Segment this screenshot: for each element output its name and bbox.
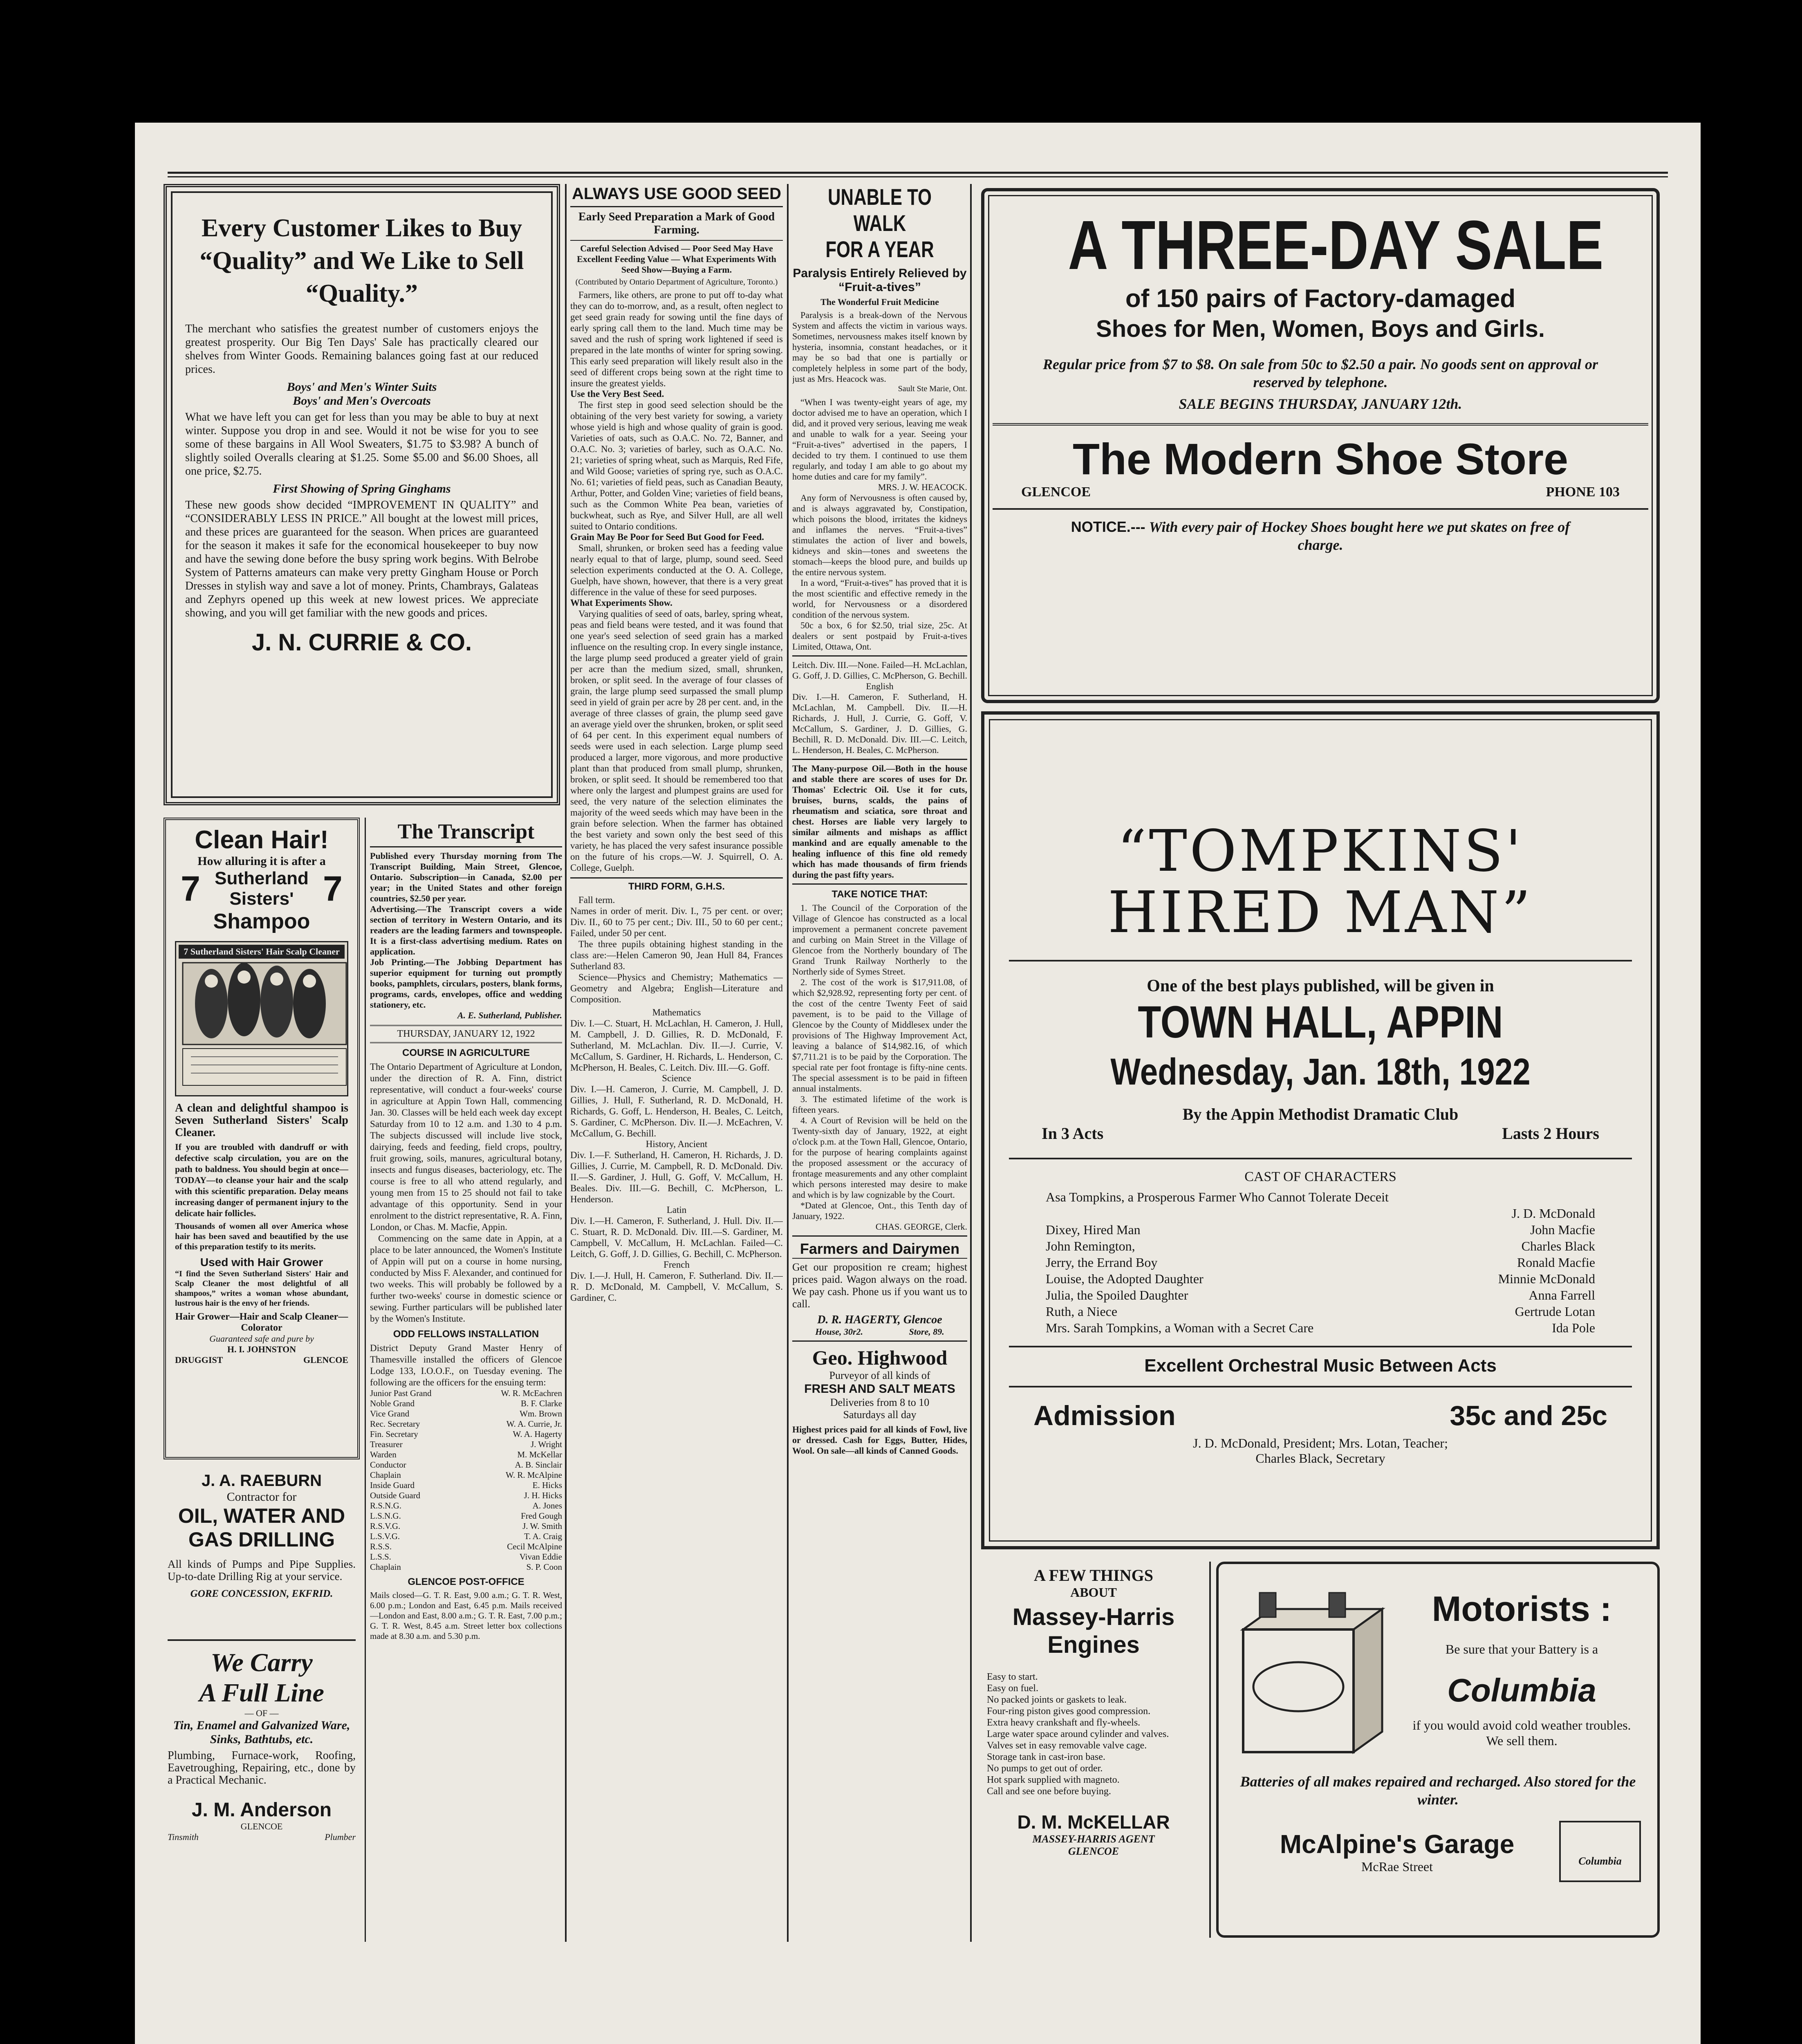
- highwood-l4: Saturdays all day: [843, 1409, 917, 1421]
- fruit-p2: “When I was twenty-eight years of age, my doctor advised me to have an operation, which I did, and it proved very serious, leaving me weak and unable to walk for a year. Seeing your “Fruit-a-tives” advertised in the papers, I decided to try them. I continued to use them regularly, and today I am able to go about my home duties and care for my family”.: [792, 397, 967, 482]
- course-title: COURSE IN AGRICULTURE: [402, 1047, 530, 1058]
- notice-p3: 3. The estimated lifetime of the work is fifteen years.: [792, 1094, 967, 1115]
- farmers-phones: [792, 1327, 967, 1342]
- sale-begins: SALE BEGINS THURSDAY, JANUARY 12th.: [1179, 396, 1462, 412]
- officer-name: J. Wright: [531, 1439, 562, 1449]
- shampoo-num-right: 7: [323, 869, 343, 908]
- notice-p2: 2. The cost of the work is $17,911.08, of which $2,928.92, representing forty per cent. of the cost of the centre Twenty Feet of said pavement, is to be paid to the Village of Glencoe by the County of Middlesex under the provisions of The Highway Improvement Act, leaving a balance of $14,982.16, of which $7,711.21 is to be paid by the Corporation. The special rate per foot frontage is fifty-nine cents. The special assessment is to be paid in fifteen annual instalments.: [792, 977, 967, 1094]
- anderson-text: Plumbing, Furnace-work, Roofing, Eavetroughing, Repairing, etc., done by a Practical Mechanic.: [168, 1749, 356, 1786]
- cast-actor: J. D. McDonald: [1511, 1206, 1595, 1221]
- officer-row: [370, 1399, 562, 1409]
- officer-office: Fin. Secretary: [370, 1429, 418, 1439]
- fruit-p5: 50c a box, 6 for $2.50, trial size, 25c. At dealers or sent postpaid by Fruit-a-tives Limited, Ottawa, Ont.: [792, 620, 967, 657]
- cast-row: [1046, 1205, 1595, 1221]
- shampoo-p3: Thousands of women all over America whose hair has been saved and beautified by the use of this preparation testify to its merits.: [175, 1221, 348, 1251]
- seed-p3: Small, shrunken, or broken seed has a feeding value nearly equal to that of large, plump, sound seed. Seed selection experiments conducted at the O. A. College, Guelph, have shown, however, that there is a very great difference in the value of these for seed purposes.: [570, 543, 783, 597]
- battery-l3: Batteries of all makes repaired and recharged. Also stored for the winter.: [1240, 1773, 1636, 1808]
- play-intro: One of the best plays published, will be given in: [1147, 977, 1494, 995]
- farmers-house: House, 30r2.: [815, 1327, 863, 1337]
- anderson-trades: [168, 1832, 356, 1842]
- cast-role: Julia, the Spoiled Daughter: [1046, 1288, 1188, 1302]
- battery-l2: if you would avoid cold weather troubles. We sell them.: [1412, 1718, 1631, 1748]
- officer-office: Chaplain: [370, 1470, 401, 1480]
- cast-actor: Ida Pole: [1552, 1320, 1595, 1335]
- cast-actor: Gertrude Lotan: [1515, 1304, 1595, 1319]
- cast-role: Mrs. Sarah Tompkins, a Woman with a Secret Care: [1046, 1320, 1314, 1335]
- massey-features: [981, 1671, 1206, 1797]
- play-place: TOWN HALL, APPIN: [1138, 997, 1503, 1047]
- cast-row: [1046, 1303, 1595, 1320]
- battery-ad: [1216, 1562, 1660, 1938]
- seed-p4: Varying qualities of seed of oats, barley, spring wheat, peas and field beans were tested, and it was found that one year's seed selection of seed grain has a marked influence on the resulting crop. In every single instance, the large plump seed produced a greater yield of grain per acre than the medium sized, small, shrunken, broken, or split seed. In the average of four classes of grain, the large plump seed surpassed the small plump seed in yield of grain per acre by 28 per cent. and, in the average of three classes of grain, the plump seed gave an average yield over the shrunken, broken, or split seed of 64 per cent. In this experiment equal numbers of seeds were used in each selection. Large plump seed produced a larger, more vigorous, and more productive plant than that produced from small plump, shrunken, broken, or split seed. It should be remembered too that where only the largest and plumpest grains are used for seed, the very nature of the selection eliminates the majority of the weed seeds which may have been in the grain before selection. When the farmer has obtained the best variety and sown only the best seed of this variety, he has placed the very safest insurance possible on the future of his crops.—W. J. Squirrell, O. A. College, Guelph.: [570, 609, 783, 873]
- sale-notice: [1005, 518, 1636, 554]
- massey-feature: Four-ring piston gives good compression.: [987, 1706, 1151, 1717]
- english-title: English: [866, 681, 894, 691]
- third-form-p2: The three pupils obtaining highest standing in the class are:—Helen Cameron 90, Jean Hull 84, Frances Sutherland 83.: [570, 939, 783, 971]
- garage-logo: [1559, 1821, 1641, 1882]
- third-form-term: Fall term.: [578, 895, 615, 905]
- seed-sub2: Grain May Be Poor for Seed But Good for Feed.: [570, 532, 764, 542]
- science-results: Div. I.—H. Cameron, J. Currie, M. Campbell, J. D. Gillies, J. Hull, F. Sutherland, R. D. McDonald, H. Richards, G. Goff, L. Henderson, H. Beales, C. Leitch, S. Gardiner, C. McPherson. Div. II.—J. McEachren, V. McCallum, G. Bechill.: [570, 1084, 783, 1139]
- massey-ad: [981, 1562, 1206, 1938]
- seed-p1: Farmers, like others, are prone to put off to-day what they can do to-morrow, and, as a result, often neglect to get seed grain ready for sowing until the fine days of early spring call them to the land. Much time may be saved and the rush of spring work lightened if seed is prepared in the late months of winter for spring sowing. This early seed preparation will likely result also in the seed of different crops being sown at the right time to insure the greatest yields.: [570, 290, 783, 388]
- shampoo-sub: Used with Hair Grower: [200, 1256, 323, 1269]
- cast-actor: Minnie McDonald: [1498, 1271, 1595, 1286]
- massey-feature: Storage tank in cast-iron base.: [987, 1752, 1105, 1762]
- shampoo-town: GLENCOE: [303, 1355, 348, 1365]
- officer-name: W. R. McEachren: [501, 1388, 562, 1398]
- massey-l1: A FEW THINGS: [1034, 1566, 1153, 1585]
- col-rule-1: [365, 818, 366, 1942]
- shampoo-h2: How alluring it is after a: [197, 854, 326, 868]
- anderson-of: — OF —: [244, 1708, 279, 1718]
- fruit-headline-2: FOR A YEAR: [825, 236, 934, 262]
- cast-actor: Anna Farrell: [1529, 1288, 1595, 1302]
- cast-actor: Ronald Macfie: [1517, 1255, 1595, 1270]
- officer-name: Wm. Brown: [520, 1409, 562, 1419]
- garage-name: McAlpine's Garage: [1280, 1829, 1515, 1859]
- third-form-title: THIRD FORM, G.H.S.: [570, 877, 783, 892]
- currie-sub2: Boys' and Men's Overcoats: [293, 394, 431, 408]
- massey-agent: MASSEY-HARRIS AGENT: [1032, 1833, 1155, 1845]
- officer-row: [370, 1480, 562, 1490]
- postoffice-title: GLENCOE POST-OFFICE: [408, 1576, 524, 1587]
- massey-feature: Easy on fuel.: [987, 1683, 1038, 1694]
- fruit-p4: In a word, “Fruit-a-tives” has proved that it is the most scientific and effective remedy in the world, for Nervousness or a disordered condition of the nervous system.: [792, 578, 967, 620]
- currie-signature: J. N. CURRIE & CO.: [251, 629, 472, 656]
- cast-row: [1046, 1287, 1595, 1303]
- play-title-1: “TOMPKINS': [1117, 818, 1524, 885]
- cast-role: Louise, the Adopted Daughter: [1046, 1271, 1204, 1286]
- officer-row: [370, 1562, 562, 1572]
- transcript-date: THURSDAY, JANUARY 12, 1922: [370, 1025, 562, 1043]
- notice-title: TAKE NOTICE THAT:: [832, 889, 928, 900]
- col-rule-3: [787, 184, 789, 1942]
- shampoo-p4: “I find the Seven Sutherland Sisters' Hair and Scalp Cleaner the most delightful of all shampoos,” writes a woman whose abundant, lustrous hair is the envy of her friends.: [175, 1269, 348, 1308]
- raeburn-name: J. A. RAEBURN: [201, 1472, 322, 1490]
- cast-row: [1046, 1189, 1595, 1205]
- shampoo-brand: [175, 868, 348, 909]
- officer-office: L.S.S.: [370, 1552, 391, 1562]
- cast-role: Ruth, a Niece: [1046, 1304, 1118, 1319]
- officer-row: [370, 1521, 562, 1531]
- science-title: Science: [662, 1073, 691, 1083]
- col-rule-4: [970, 184, 972, 1942]
- newspaper-page: [135, 123, 1701, 2044]
- seed-deck2: Careful Selection Advised — Poor Seed May Have Excellent Feeding Value — What Experiments With Seed Show—Buying a Farm.: [570, 240, 783, 275]
- battery-top: [1235, 1585, 1641, 1756]
- shampoo-num-left: 7: [181, 869, 200, 908]
- transcript-p1: Published every Thursday morning from The Transcript Building, Main Street, Glencoe, Ontario. Subscription—in Canada, $2.00 per year; in the United States and other foreign countries, $2.50 per year.: [370, 851, 562, 903]
- play-lasts: Lasts 2 Hours: [1502, 1124, 1599, 1143]
- oil-text: The Many-purpose Oil.—Both in the house and stable there are scores of uses for Dr. Thomas' Eclectric Oil. Use it for cuts, bruises, burns, scalds, the pains of rheumatism and sciatica, sore throat and chest. Horses are liable very largely to similar ailments and mishaps as afflict mankind and are equally amenable to the healing influence of this fine old remedy which has made thousands of firm friends during the past fifty years.: [792, 763, 967, 885]
- officer-name: Cecil McAlpine: [507, 1542, 562, 1551]
- play-admission: Admission: [1033, 1400, 1176, 1431]
- latin-results: Div. I.—H. Cameron, F. Sutherland, J. Hull. Div. II.—C. Stuart, R. D. McDonald. Div. III.—S. Gardiner, M. Campbell, V. McCallum, H. McLachlan. Failed—C. Leitch, G. Goff, J. D. Gillies, G. Bechill, C. McPherson.: [570, 1216, 783, 1259]
- garage-logo-label: Columbia: [1578, 1855, 1622, 1867]
- officer-row: [370, 1501, 562, 1511]
- cast-row: [1046, 1254, 1595, 1271]
- currie-ad: [164, 184, 560, 805]
- garage-text: [1235, 1829, 1559, 1874]
- shampoo-h1: Clean Hair!: [195, 826, 329, 854]
- farmers-sig: D. R. HAGERTY, Glencoe: [817, 1313, 942, 1326]
- anderson-ad: [168, 1647, 356, 1942]
- sale-terms: Regular price from $7 to $8. On sale from 50c to $2.50 a pair. No goods sent on approval or reserved by telephone.: [1042, 356, 1598, 390]
- currie-body2: These new goods show decided “IMPROVEMENT IN QUALITY” and “CONSIDERABLY LESS IN PRICE.” All bought at the lowest mill prices, and these prices are guaranteed for the season. When prices are guaranteed for the season it makes it safe for the economical housekeeper to buy now and have the sewing done before the busy spring work begins. With Belrobe System of Patterns amateurs can make very pretty Gingham House or Porch Dresses in stylish way and save a lot of money. Prints, Chambrays, Galateas and Zephyrs opened up this week at new lowest prices. We appreciate showing, and you will get familiar with the new goods and prices.: [185, 499, 538, 619]
- highwood-l3: Deliveries from 8 to 10: [830, 1396, 930, 1408]
- officer-office: Treasurer: [370, 1439, 403, 1449]
- officer-name: J. H. Hicks: [524, 1490, 562, 1500]
- officer-row: [370, 1429, 562, 1439]
- fruit-place: Sault Ste Marie, Ont.: [898, 384, 967, 393]
- sale-line1: of 150 pairs of Factory-damaged: [1125, 285, 1516, 313]
- officer-name: Vivan Eddie: [519, 1552, 562, 1562]
- farmers-text: Get our proposition re cream; highest prices paid. Wagon always on the road. We pay cash. Phone us if you want us to call.: [792, 1261, 967, 1310]
- col-rule-2: [565, 184, 567, 1942]
- massey-feature: Easy to start.: [987, 1672, 1038, 1682]
- french-results: Div. I.—J. Hull, H. Cameron, F. Sutherland. Div. II.—R. D. McDonald, M. Campbell, V. McCallum, S. Gardiner, C.: [570, 1271, 783, 1303]
- highwood-l1: Purveyor of all kinds of: [829, 1369, 930, 1381]
- anderson-h1: We Carry: [211, 1648, 313, 1677]
- anderson-plumber: Plumber: [325, 1832, 356, 1842]
- fruit-deck2: The Wonderful Fruit Medicine: [820, 297, 939, 307]
- french-title: French: [663, 1260, 690, 1270]
- officer-name: W. A. Currie, Jr.: [506, 1419, 562, 1429]
- currie-sub1: Boys' and Men's Winter Suits: [287, 380, 437, 394]
- sale-headline: A THREE-DAY SALE: [1068, 206, 1604, 284]
- officer-office: R.S.S.: [370, 1542, 392, 1551]
- fruit-author: MRS. J. W. HEACOCK.: [878, 482, 967, 492]
- notice-p1: 1. The Council of the Corporation of the Village of Glencoe has constructed as a local improvement a permanent concrete pavement and curbing on Main Street in the Village of Glencoe from the Northerly boundary of The Grand Trunk Railway Northerly to the Northerly side of Symes Street.: [792, 903, 967, 977]
- history-title: History, Ancient: [645, 1139, 708, 1149]
- battery-icon: [1235, 1585, 1390, 1756]
- battery-brand: Columbia: [1447, 1672, 1596, 1708]
- transcript-column: [370, 820, 562, 1944]
- play-music: Excellent Orchestral Music Between Acts: [1144, 1356, 1497, 1376]
- officer-row: [370, 1439, 562, 1450]
- notice-p4: 4. A Court of Revision will be held on the Twenty-sixth day of January, 1922, at eight o'clock p.m. at the Town Hall, Glencoe, Ontario, for the purpose of hearing complaints against the proposed assessment or the accuracy of frontage measurements and any other complaint which persons interested may desire to make and which is by law cognizable by the Court.: [792, 1115, 967, 1200]
- officer-name: A. Jones: [532, 1501, 562, 1511]
- play-by: By the Appin Methodist Dramatic Club: [1182, 1105, 1459, 1123]
- massey-feature: No packed joints or gaskets to leak.: [987, 1694, 1127, 1705]
- seed-headline: ALWAYS USE GOOD SEED: [570, 184, 783, 207]
- oddfellows-text: District Deputy Grand Master Henry of Thamesville installed the officers of Glencoe Lodge 133, I.O.O.F., on Tuesday evening. The following are the officers for the ensuing term:: [370, 1343, 562, 1387]
- officer-office: Junior Past Grand: [370, 1388, 432, 1398]
- currie-sub3: First Showing of Spring Ginghams: [273, 482, 451, 495]
- anderson-items: Tin, Enamel and Galvanized Ware, Sinks, Bathtubs, etc.: [173, 1719, 350, 1746]
- officer-office: L.S.N.G.: [370, 1511, 401, 1521]
- raeburn-text: All kinds of Pumps and Pipe Supplies. Up-to-date Drilling Rig at your service.: [168, 1558, 356, 1582]
- cast-row: [1046, 1271, 1595, 1287]
- highwood-title: Geo. Highwood: [812, 1346, 948, 1369]
- officer-row: [370, 1552, 562, 1562]
- shampoo-seller: H. I. JOHNSTON: [227, 1344, 296, 1354]
- officer-row: [370, 1409, 562, 1419]
- highwood-l2: FRESH AND SALT MEATS: [804, 1382, 955, 1396]
- seed-deck1: Early Seed Preparation a Mark of Good Farming.: [578, 211, 775, 236]
- cast-list: [1009, 1189, 1632, 1336]
- officer-office: Outside Guard: [370, 1490, 421, 1500]
- top-rule: [168, 172, 1668, 177]
- fruit-p3: Any form of Nervousness is often caused by, and is always aggravated by, Constipation, which poisons the blood, irritates the kidneys and inflames the nerves. “Fruit-a-tives” stimulates the action of liver and bowels, kidneys and skin—tones and sweetens the stomach—keeps the blood pure, and builds up the entire nervous system.: [792, 493, 967, 577]
- battery-title: Motorists :: [1432, 1589, 1612, 1629]
- officer-row: [370, 1470, 562, 1480]
- cast-row: [1046, 1320, 1595, 1336]
- anderson-tinsmith: Tinsmith: [168, 1832, 199, 1842]
- fruit-headline-1: UNABLE TO WALK: [827, 184, 932, 236]
- raeburn-rule: [168, 1639, 356, 1641]
- massey-feature: Hot spark supplied with magneto.: [987, 1775, 1120, 1785]
- cast-actor: John Macfie: [1530, 1222, 1595, 1237]
- officer-office: Inside Guard: [370, 1480, 415, 1490]
- massey-feature: Large water space around cylinder and valves.: [987, 1729, 1169, 1739]
- history-results: Div. I.—F. Sutherland, H. Cameron, H. Richards, J. D. Gillies, J. Currie, M. Campbell, R. D. McDonald. Div. II.—S. Gardiner, J. Hull, G. Goff, V. McCallum, H. Beales. Div. III.—G. Bechill, C. McPherson, L. Henderson.: [570, 1150, 783, 1204]
- sale-notice-label: NOTICE.---: [1071, 518, 1145, 535]
- officer-row: [370, 1450, 562, 1460]
- officer-name: E. Hicks: [532, 1480, 562, 1490]
- officer-name: T. A. Craig: [524, 1531, 562, 1541]
- seed-sub1: Use the Very Best Seed.: [570, 389, 664, 399]
- shampoo-p1: A clean and delightful shampoo is Seven Sutherland Sisters' Scalp Cleaner.: [175, 1102, 348, 1139]
- officer-name: W. R. McAlpine: [505, 1470, 562, 1480]
- postoffice-text: Mails closed—G. T. R. East, 9.00 a.m.; G. T. R. West, 6.00 p.m.; London and East, 6.45 p.m. Mails received—London and East, 8.00 a.m.; G. T. R. East, 7.00 p.m.; G. T. R. West, 8.45 a.m. Street letter box collections made at 8.30 a.m. and 5.30 p.m.: [370, 1590, 562, 1641]
- notice-p5: *Dated at Glencoe, Ont., this Tenth day of January, 1922.: [792, 1200, 967, 1221]
- massey-town: GLENCOE: [1068, 1845, 1119, 1857]
- oddfellows-officers: [370, 1388, 562, 1572]
- sale-line2: Shoes for Men, Women, Boys and Girls.: [1096, 316, 1545, 342]
- officer-office: L.S.V.G.: [370, 1531, 400, 1541]
- officer-office: Noble Grand: [370, 1399, 415, 1408]
- currie-intro: The merchant who satisfies the greatest number of customers enjoys the greatest prosperity. Our Big Ten Days' Sale has practically cleared our shelves from Winter Goods. Remaining balances going fast at our reduced prices.: [185, 323, 538, 376]
- notice-clerk: CHAS. GEORGE, Clerk.: [792, 1221, 967, 1237]
- fruit-deck: Paralysis Entirely Relieved by “Fruit-a-tives”: [793, 267, 967, 294]
- currie-headline: Every Customer Likes to Buy “Quality” and We Like to Sell “Quality.”: [199, 214, 524, 307]
- play-ad: [981, 711, 1660, 1549]
- garage-row: [1235, 1821, 1641, 1882]
- fruit-p1: Paralysis is a break-down of the Nervous System and affects the victim in various ways. Sometimes, nervousness makes itself known by hysteria, insomnia, constant headaches, or it may be so bad that one is partially or completely helpless in some part of the body, just as Mrs. Heacock was.: [792, 310, 967, 384]
- raeburn-title: OIL, WATER AND GAS DRILLING: [178, 1504, 345, 1551]
- transcript-masthead: The Transcript: [370, 820, 562, 847]
- officer-name: B. F. Clarke: [521, 1399, 562, 1408]
- officer-office: R.S.V.G.: [370, 1521, 401, 1531]
- officer-row: [370, 1460, 562, 1470]
- math-results: Div. I.—C. Stuart, H. McLachlan, H. Cameron, J. Hull, M. Campbell, J. D. Gillies, R. D. McDonald, F. Sutherland, M. McLachlan. Div. II.—J. Currie, V. McCallum, S. Gardiner, H. Richards, L. Henderson, C. McPherson, H. Beales, C. Leitch. Div. III.—G. Goff.: [570, 1018, 783, 1073]
- battery-l1: Be sure that your Battery is a: [1445, 1642, 1598, 1656]
- play-acts: In 3 Acts: [1042, 1124, 1104, 1143]
- play-price: 35c and 25c: [1450, 1400, 1607, 1431]
- massey-l2: ABOUT: [1070, 1585, 1117, 1600]
- officer-name: J. W. Smith: [522, 1521, 562, 1531]
- sisters-illustration: [179, 959, 350, 1089]
- transcript-p2: Advertising.—The Transcript covers a wide section of territory in Western Ontario, and its readers are the leading farmers and townspeople. It is a first-class advertising medium. Rates on application.: [370, 904, 562, 957]
- sale-store-meta: [1005, 484, 1636, 500]
- third-form-p1: Names in order of merit. Div. I., 75 per cent. or over; Div. II., 60 to 75 per cent.; Div. III., 50 to 60 per cent.; Failed, under 50 per cent.: [570, 906, 783, 938]
- english-results: Div. I.—H. Cameron, F. Sutherland, H. McLachlan, M. Campbell. Div. II.—H. Richards, J. Hull, J. Currie, G. Goff, V. McCallum, S. Gardiner, J. D. Gillies, G. Bechill, R. D. McDonald. Div. III.—C. Leitch, L. Henderson, H. Beales, C. McPherson.: [792, 692, 967, 760]
- cast-role: Dixey, Hired Man: [1046, 1222, 1141, 1237]
- play-officers-2: Charles Black, Secretary: [1255, 1451, 1385, 1466]
- anderson-name: J. M. Anderson: [191, 1799, 332, 1821]
- officer-name: Fred Gough: [521, 1511, 562, 1521]
- cast-row: [1046, 1238, 1595, 1254]
- seed-sub3: What Experiments Show.: [570, 598, 672, 608]
- officer-office: Vice Grand: [370, 1409, 410, 1419]
- officer-row: [370, 1542, 562, 1552]
- play-title-2: HIRED MAN”: [1107, 879, 1533, 946]
- anderson-town: GLENCOE: [240, 1821, 283, 1831]
- garage-street: McRae Street: [1361, 1859, 1433, 1874]
- anderson-h2: A Full Line: [199, 1678, 324, 1707]
- transcript-publisher: A. E. Sutherland, Publisher.: [457, 1010, 562, 1020]
- shampoo-h3: Sutherland Sisters': [215, 868, 309, 909]
- play-length: [1009, 1124, 1632, 1143]
- math-title: Mathematics: [652, 1007, 701, 1018]
- cast-row: [1046, 1221, 1595, 1238]
- shampoo-p6: Guaranteed safe and pure by: [209, 1334, 314, 1344]
- massey-title: Massey-Harris Engines: [1012, 1604, 1175, 1658]
- farmers-store: Store, 89.: [909, 1327, 944, 1337]
- seed-p2: The first step in good seed selection should be the obtaining of the very best variety for sowing, a variety whose yield is high and whose quality of grain is good. Varieties of oats, such as O.A.C. No. 72, Banner, and O.A.C. No. 3; varieties of barley, such as O.A.C. No. 21; varieties of spring wheat, such as Marquis, Red Fife, and Wild Goose; varieties of spring rye, such as O.A.C. No. 61; varieties of field peas, such as Canadian Beauty, Arthur, Potter, and Golden Vine; varieties of field beans, such as the Common White Pea bean, varieties of buckwheat, such as Rye, and Silver Hull, are all well suited to Ontario conditions.: [570, 400, 783, 531]
- officer-office: R.S.N.G.: [370, 1501, 402, 1511]
- course-p2: Commencing on the same date in Appin, at a place to be later announced, the Women's Institute of Appin will put on a course in home nursing, conducted by Miss F. Alexander, and continued for two weeks. This will probably be followed by a further two-weeks' course in domestic science or sewing. Further particulars will be published later by the Women's Institute.: [370, 1233, 562, 1324]
- highwood-text: Highest prices paid for all kinds of Fowl, live or dressed. Cash for Eggs, Butter, Hides, Wool. On sale—all kinds of Canned Goods.: [792, 1424, 967, 1456]
- shampoo-p2: If you are troubled with dandruff or with defective scalp circulation, you are on the path to baldness. You should begin at once—TODAY—to cleanse your hair and the scalp with this scientific preparation. Delay means increasing danger of permanent injury to the delicate hair follicles.: [175, 1142, 348, 1218]
- shampoo-package-label: 7 Sutherland Sisters' Hair Scalp Cleaner: [179, 945, 345, 959]
- latin-title: Latin: [666, 1205, 687, 1215]
- shampoo-p5: Hair Grower—Hair and Scalp Cleaner—Colorator: [175, 1311, 348, 1333]
- massey-feature: No pumps to get out of order.: [987, 1763, 1103, 1774]
- play-officers-1: J. D. McDonald, President; Mrs. Lotan, Teacher;: [1193, 1436, 1448, 1450]
- third-form-cont: Leitch. Div. III.—None. Failed—H. McLachlan, G. Goff, J. D. Gillies, C. McPherson, G. Bechill.: [792, 660, 967, 681]
- officer-row: [370, 1419, 562, 1429]
- officer-office: Rec. Secretary: [370, 1419, 420, 1429]
- officer-office: Chaplain: [370, 1562, 401, 1572]
- sale-ad: [981, 188, 1660, 703]
- play-admission-row: [1009, 1387, 1632, 1432]
- officer-office: Warden: [370, 1450, 397, 1459]
- officer-name: A. B. Sinclair: [515, 1460, 562, 1470]
- officer-name: M. McKellar: [517, 1450, 562, 1459]
- sale-phone: PHONE 103: [1546, 484, 1620, 500]
- currie-body1: What we have left you can get for less than you may be able to buy at next winter. Suppose you drop in and see. Would it not be wise for you to see some of these bargains in All Wool Sweaters, $1.75 to $3.98? A bunch of slightly soiled Overalls clearing at $1.25. Some $5.00 and $6.00 Shoes, all one price, $2.75.: [185, 411, 538, 477]
- cast-role: Asa Tompkins, a Prosperous Farmer Who Cannot Tolerate Deceit: [1046, 1190, 1389, 1204]
- play-date: Wednesday, Jan. 18th, 1922: [1110, 1051, 1531, 1093]
- shampoo-h4: Shampoo: [213, 910, 310, 933]
- officer-office: Conductor: [370, 1460, 406, 1470]
- cast-role: John Remington,: [1046, 1239, 1135, 1253]
- sale-town: GLENCOE: [1021, 484, 1091, 500]
- massey-feature: Extra heavy crankshaft and fly-wheels.: [987, 1717, 1141, 1728]
- cast-title: CAST OF CHARACTERS: [1244, 1169, 1396, 1184]
- shampoo-package-image: [175, 941, 348, 1096]
- shampoo-druggist: DRUGGIST: [175, 1355, 223, 1365]
- raeburn-ad: [168, 1472, 356, 1635]
- raeburn-addr: GORE CONCESSION, EKFRID.: [190, 1588, 333, 1599]
- massey-dealer: D. M. McKELLAR: [1017, 1811, 1170, 1833]
- sale-notice-text: With every pair of Hockey Shoes bought here we put skates on free of charge.: [1149, 519, 1570, 553]
- third-form-p3: Science—Physics and Chemistry; Mathematics — Geometry and Algebra; English—Literature and Composition.: [570, 972, 783, 1004]
- officer-row: [370, 1531, 562, 1542]
- cast-role: Jerry, the Errand Boy: [1046, 1255, 1158, 1270]
- course-p1: The Ontario Department of Agriculture at London, under the direction of R. A. Finn, district representative, will conduct a four-weeks' course in agriculture at Appin Town Hall, commencing Jan. 30. Classes will be held each week day except Saturday from 10 to 12 a.m. and 1.30 to 4 p.m. The subjects discussed will include live stock, dairying, feeds and feeding, field crops, poultry, fruit growing, soils, manures, agricultural botany, insects and fungus diseases, bacteriology, etc. The course is free to all who attend regularly, and young men from 15 to 25 should not fail to take advantage of this opportunity. Send in your enrolment to the district representative, R. A. Finn, London, or Chas. M. Macfie, Appin.: [370, 1062, 562, 1232]
- massey-rule: [1209, 1562, 1211, 1938]
- transcript-p3: Job Printing.—The Jobbing Department has superior equipment for turning out promptly books, pamphlets, circulars, posters, blank forms, programs, cards, envelopes, office and wedding stationery, etc.: [370, 957, 562, 1010]
- shampoo-ad: [164, 818, 360, 1459]
- battery-text-top: [1403, 1585, 1641, 1756]
- seed-credit: (Contributed by Ontario Department of Agriculture, Toronto.): [575, 278, 778, 287]
- massey-feature: Valves set in easy removable valve cage.: [987, 1740, 1147, 1751]
- officer-row: [370, 1388, 562, 1399]
- shampoo-footer: [175, 1355, 348, 1365]
- officer-name: W. A. Hagerty: [513, 1429, 562, 1439]
- massey-feature: Call and see one before buying.: [987, 1786, 1111, 1797]
- oddfellows-title: ODD FELLOWS INSTALLATION: [393, 1329, 539, 1340]
- officer-row: [370, 1511, 562, 1521]
- cast-actor: Charles Black: [1521, 1239, 1595, 1253]
- seed-column: [570, 184, 783, 1942]
- fruit-column: [792, 184, 967, 1942]
- farmers-title: Farmers and Dairymen: [792, 1242, 967, 1259]
- officer-row: [370, 1490, 562, 1501]
- officer-name: S. P. Coon: [526, 1562, 562, 1572]
- raeburn-role: Contractor for: [226, 1490, 297, 1504]
- sale-store-name: The Modern Shoe Store: [1072, 434, 1569, 484]
